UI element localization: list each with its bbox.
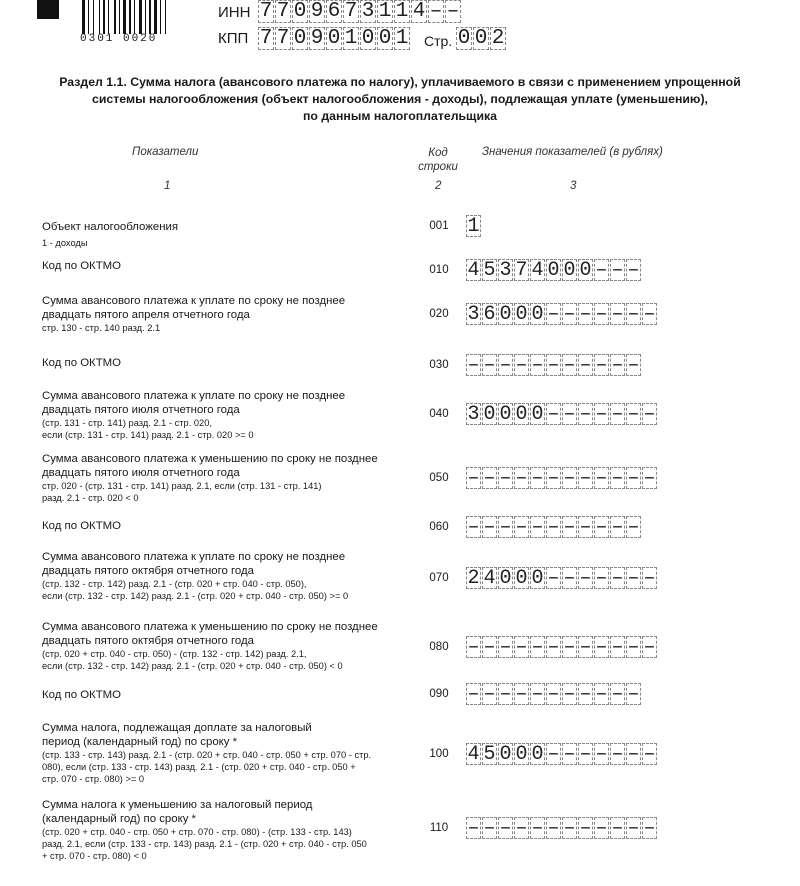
digit-cell[interactable]: –: [563, 817, 576, 840]
digit-cell[interactable]: 0: [499, 403, 512, 426]
row-formula-line: разд. 2.1, если (стр. 133 - стр. 143) разд. 2.1 - (стр. 020 + стр. 040 - стр. 050: [42, 839, 367, 849]
digit-cell[interactable]: –: [499, 817, 512, 840]
digit-cell[interactable]: –: [643, 467, 656, 490]
row-label-050: [42, 452, 422, 504]
digit-cell[interactable]: 9: [310, 27, 324, 50]
row-label-020: [42, 294, 422, 334]
value-cells-100[interactable]: [466, 743, 658, 765]
digit-cell[interactable]: –: [499, 636, 512, 659]
column-number-2: 2: [435, 180, 442, 192]
digit-cell[interactable]: –: [563, 567, 576, 590]
digit-cell[interactable]: –: [429, 0, 443, 23]
section-title: [40, 74, 760, 125]
digit-cell[interactable]: –: [547, 354, 560, 377]
row-formula-line: если (стр. 131 - стр. 141) разд. 2.1 - стр. 020 >= 0: [42, 430, 254, 440]
digit-cell[interactable]: –: [627, 303, 640, 326]
row-label-030: [42, 356, 422, 370]
value-cells-020[interactable]: [466, 303, 658, 325]
digit-cell[interactable]: –: [467, 817, 480, 840]
row-title-line: Сумма авансового платежа к уменьшению по сроку не позднее: [42, 621, 378, 633]
digit-cell[interactable]: –: [483, 354, 496, 377]
row-code-020: 020: [429, 308, 449, 320]
section-title-line-2: системы налогообложения (объект налогообложения - доходы), подлежащая уплате (уменьшению),: [92, 92, 708, 106]
row-code-070: 070: [429, 572, 449, 584]
digit-cell[interactable]: –: [595, 303, 608, 326]
column-header-code: [414, 146, 462, 174]
digit-cell[interactable]: –: [563, 743, 576, 766]
digit-cell[interactable]: –: [595, 516, 608, 539]
row-title-line: Код по ОКТМО: [42, 260, 122, 272]
digit-cell[interactable]: –: [595, 354, 608, 377]
digit-cell[interactable]: 0: [563, 259, 576, 282]
row-formula-line: 1 - доходы: [42, 238, 88, 248]
digit-cell[interactable]: –: [467, 683, 480, 706]
digit-cell[interactable]: 1: [378, 0, 392, 23]
barcode-bar: [103, 0, 105, 34]
barcode-bar: [132, 0, 133, 34]
digit-cell[interactable]: 3: [499, 259, 512, 282]
digit-cell[interactable]: –: [611, 403, 624, 426]
barcode-bar: [86, 0, 87, 34]
digit-cell[interactable]: 7: [259, 27, 273, 50]
digit-cell[interactable]: –: [643, 567, 656, 590]
digit-cell[interactable]: –: [499, 683, 512, 706]
digit-cell[interactable]: –: [483, 817, 496, 840]
digit-cell[interactable]: –: [611, 567, 624, 590]
digit-cell[interactable]: –: [627, 817, 640, 840]
digit-cell[interactable]: –: [563, 467, 576, 490]
digit-cell[interactable]: –: [547, 636, 560, 659]
barcode-bar: [152, 0, 153, 34]
digit-cell[interactable]: –: [515, 516, 528, 539]
digit-cell[interactable]: –: [515, 467, 528, 490]
digit-cell[interactable]: –: [483, 467, 496, 490]
digit-cell[interactable]: –: [611, 817, 624, 840]
row-title-line: Сумма авансового платежа к уплате по сроку не позднее: [42, 551, 346, 563]
digit-cell[interactable]: –: [547, 743, 560, 766]
digit-cell[interactable]: –: [595, 467, 608, 490]
digit-cell[interactable]: –: [595, 636, 608, 659]
digit-cell[interactable]: 3: [361, 0, 375, 23]
barcode-bar: [147, 0, 148, 34]
row-code-090: 090: [429, 688, 449, 700]
digit-cell[interactable]: –: [547, 467, 560, 490]
digit-cell[interactable]: –: [627, 259, 640, 282]
digit-cell[interactable]: –: [579, 636, 592, 659]
barcode-bar: [165, 0, 166, 34]
digit-cell[interactable]: –: [563, 354, 576, 377]
row-title-line: (календарный год) по сроку *: [42, 813, 196, 825]
inn-label: ИНН: [218, 4, 251, 21]
digit-cell[interactable]: –: [595, 817, 608, 840]
digit-cell[interactable]: 5: [483, 259, 496, 282]
digit-cell[interactable]: 1: [467, 215, 480, 238]
digit-cell[interactable]: –: [579, 403, 592, 426]
digit-cell[interactable]: –: [547, 817, 560, 840]
digit-cell[interactable]: –: [515, 354, 528, 377]
barcode-bar: [90, 0, 92, 34]
digit-cell[interactable]: –: [627, 567, 640, 590]
digit-cell[interactable]: –: [643, 743, 656, 766]
value-cells-040[interactable]: [466, 403, 658, 425]
digit-cell[interactable]: –: [627, 516, 640, 539]
value-cells-080[interactable]: [466, 636, 658, 658]
barcode-bar: [110, 0, 113, 34]
digit-cell[interactable]: –: [547, 403, 560, 426]
digit-cell[interactable]: –: [611, 683, 624, 706]
digit-cell[interactable]: 4: [467, 743, 480, 766]
digit-cell[interactable]: –: [547, 303, 560, 326]
row-title-line: Сумма авансового платежа к уплате по сроку не позднее: [42, 390, 346, 402]
page-cells[interactable]: [456, 27, 507, 50]
barcode-bar: [88, 0, 89, 34]
section-title-line-1: Раздел 1.1. Сумма налога (авансового платежа по налогу), уплачиваемого в связи с применением упрощенной: [59, 75, 741, 89]
digit-cell[interactable]: –: [547, 683, 560, 706]
row-title-line: Объект налогообложения: [42, 221, 179, 233]
digit-cell[interactable]: –: [579, 354, 592, 377]
digit-cell[interactable]: 3: [467, 303, 480, 326]
row-label-090: [42, 688, 422, 702]
digit-cell[interactable]: –: [627, 636, 640, 659]
row-code-010: 010: [429, 264, 449, 276]
digit-cell[interactable]: 0: [457, 27, 471, 50]
row-formula-line: разд. 2.1 - стр. 020 < 0: [42, 493, 139, 503]
digit-cell[interactable]: –: [547, 516, 560, 539]
row-code-080: 080: [429, 641, 449, 653]
row-code-060: 060: [429, 521, 449, 533]
digit-cell[interactable]: –: [531, 467, 544, 490]
row-label-110: [42, 798, 422, 862]
barcode-bar: [117, 0, 118, 34]
value-cells-110[interactable]: [466, 817, 658, 839]
digit-cell[interactable]: –: [483, 636, 496, 659]
digit-cell[interactable]: 0: [531, 403, 544, 426]
digit-cell[interactable]: 0: [483, 403, 496, 426]
digit-cell[interactable]: 0: [515, 403, 528, 426]
digit-cell[interactable]: 6: [483, 303, 496, 326]
digit-cell[interactable]: 7: [344, 0, 358, 23]
row-code-030: 030: [429, 359, 449, 371]
row-title-line: Сумма налога, подлежащая доплате за налоговый: [42, 722, 312, 734]
row-label-060: [42, 519, 422, 533]
digit-cell[interactable]: –: [563, 516, 576, 539]
barcode-bar: [143, 0, 144, 34]
digit-cell[interactable]: –: [531, 354, 544, 377]
digit-cell[interactable]: –: [446, 0, 460, 23]
digit-cell[interactable]: 4: [483, 567, 496, 590]
digit-cell[interactable]: –: [579, 516, 592, 539]
barcode-bar: [108, 0, 109, 34]
barcode-bar: [136, 0, 138, 34]
digit-cell[interactable]: –: [467, 516, 480, 539]
barcode-bar: [145, 0, 146, 34]
row-formula-line: если (стр. 132 - стр. 142) разд. 2.1 - (стр. 020 + стр. 040 - стр. 050) >= 0: [42, 591, 349, 601]
digit-cell[interactable]: –: [499, 516, 512, 539]
digit-cell[interactable]: –: [563, 636, 576, 659]
digit-cell[interactable]: 7: [276, 27, 290, 50]
digit-cell[interactable]: –: [611, 516, 624, 539]
digit-cell[interactable]: –: [643, 403, 656, 426]
barcode-bar: [101, 0, 102, 34]
column-header-code-line-1: Код: [428, 147, 448, 159]
digit-cell[interactable]: –: [563, 683, 576, 706]
digit-cell[interactable]: 7: [259, 0, 273, 23]
digit-cell[interactable]: –: [627, 354, 640, 377]
row-formula-line: стр. 070 - стр. 080) >= 0: [42, 774, 145, 784]
digit-cell[interactable]: –: [627, 467, 640, 490]
digit-cell[interactable]: –: [467, 467, 480, 490]
value-cells-070[interactable]: [466, 567, 658, 589]
row-title-line: период (календарный год) по сроку *: [42, 736, 238, 748]
digit-cell[interactable]: 5: [483, 743, 496, 766]
digit-cell[interactable]: –: [579, 467, 592, 490]
row-formula-line: (стр. 020 + стр. 040 - стр. 050) - (стр. 132 - стр. 142) разд. 2.1,: [42, 649, 307, 659]
barcode-bar: [123, 0, 126, 34]
column-header-code-line-2: строки: [418, 161, 458, 173]
row-formula-line: если (стр. 132 - стр. 142) разд. 2.1 - (стр. 020 + стр. 040 - стр. 050) < 0: [42, 661, 343, 671]
row-code-050: 050: [429, 472, 449, 484]
digit-cell[interactable]: 0: [361, 27, 375, 50]
row-formula-line: стр. 130 - стр. 140 разд. 2.1: [42, 323, 161, 333]
digit-cell[interactable]: 0: [293, 0, 307, 23]
digit-cell[interactable]: 0: [499, 303, 512, 326]
value-cells-030[interactable]: [466, 354, 642, 376]
column-header-values: Значения показателей (в рублях): [482, 146, 663, 158]
digit-cell[interactable]: 6: [327, 0, 341, 23]
digit-cell[interactable]: –: [579, 683, 592, 706]
row-title-line: Сумма авансового платежа к уменьшению по сроку не позднее: [42, 453, 378, 465]
digit-cell[interactable]: –: [499, 354, 512, 377]
column-header-indicators: Показатели: [132, 146, 199, 158]
digit-cell[interactable]: 1: [395, 27, 409, 50]
row-title-line: двадцать пятого апреля отчетного года: [42, 309, 250, 321]
barcode-bar: [121, 0, 122, 34]
section-title-line-3: по данным налогоплательщика: [302, 109, 497, 123]
digit-cell[interactable]: –: [627, 403, 640, 426]
barcode-bar: [106, 0, 107, 34]
row-title-line: двадцать пятого июля отчетного года: [42, 467, 240, 479]
digit-cell[interactable]: 0: [547, 259, 560, 282]
digit-cell[interactable]: 0: [499, 743, 512, 766]
digit-cell[interactable]: –: [611, 743, 624, 766]
row-title-line: Код по ОКТМО: [42, 520, 122, 532]
digit-cell[interactable]: 0: [531, 567, 544, 590]
barcode-bar: [93, 0, 94, 34]
digit-cell[interactable]: 9: [310, 0, 324, 23]
row-formula-line: (стр. 132 - стр. 142) разд. 2.1 - (стр. 020 + стр. 040 - стр. 050),: [42, 579, 307, 589]
value-cells-060[interactable]: [466, 516, 642, 538]
digit-cell[interactable]: –: [595, 743, 608, 766]
digit-cell[interactable]: 1: [395, 0, 409, 23]
barcode-bar: [95, 0, 98, 34]
digit-cell[interactable]: 4: [531, 259, 544, 282]
barcode-bar: [149, 0, 151, 34]
digit-cell[interactable]: –: [643, 636, 656, 659]
digit-cell[interactable]: 0: [515, 303, 528, 326]
row-title-line: Код по ОКТМО: [42, 689, 122, 701]
digit-cell[interactable]: –: [483, 683, 496, 706]
digit-cell[interactable]: 0: [531, 743, 544, 766]
barcode-bar: [82, 0, 85, 34]
digit-cell[interactable]: –: [531, 636, 544, 659]
digit-cell[interactable]: –: [643, 817, 656, 840]
column-number-1: 1: [164, 180, 171, 192]
digit-cell[interactable]: –: [499, 467, 512, 490]
digit-cell[interactable]: –: [515, 683, 528, 706]
digit-cell[interactable]: –: [483, 516, 496, 539]
digit-cell[interactable]: –: [611, 259, 624, 282]
barcode-bar: [154, 0, 157, 34]
digit-cell[interactable]: –: [563, 303, 576, 326]
digit-cell[interactable]: –: [467, 636, 480, 659]
row-formula-line: стр. 020 - (стр. 131 - стр. 141) разд. 2.1, если (стр. 131 - стр. 141): [42, 481, 322, 491]
row-formula-line: (стр. 131 - стр. 141) разд. 2.1 - стр. 020,: [42, 418, 212, 428]
row-label-010: [42, 259, 422, 273]
value-cells-001[interactable]: [466, 215, 482, 237]
row-label-070: [42, 550, 422, 602]
digit-cell[interactable]: 0: [378, 27, 392, 50]
digit-cell[interactable]: –: [515, 636, 528, 659]
barcode-bar: [114, 0, 116, 34]
row-label-001: [42, 220, 422, 249]
row-label-100: [42, 721, 422, 785]
digit-cell[interactable]: –: [595, 567, 608, 590]
digit-cell[interactable]: 2: [491, 27, 505, 50]
digit-cell[interactable]: 4: [412, 0, 426, 23]
digit-cell[interactable]: –: [595, 259, 608, 282]
digit-cell[interactable]: –: [531, 817, 544, 840]
barcode-bar: [167, 0, 168, 34]
barcode-bar: [158, 0, 159, 34]
row-title-line: Код по ОКТМО: [42, 357, 122, 369]
row-title-line: двадцать пятого октября отчетного года: [42, 565, 254, 577]
digit-cell[interactable]: 0: [293, 27, 307, 50]
digit-cell[interactable]: 0: [499, 567, 512, 590]
digit-cell[interactable]: 1: [344, 27, 358, 50]
row-label-040: [42, 389, 422, 441]
row-formula-line: + стр. 070 - стр. 080) < 0: [42, 851, 147, 861]
digit-cell[interactable]: 0: [515, 567, 528, 590]
digit-cell[interactable]: –: [611, 303, 624, 326]
digit-cell[interactable]: 4: [467, 259, 480, 282]
value-cells-050[interactable]: [466, 467, 658, 489]
row-code-001: 001: [429, 220, 449, 232]
row-code-040: 040: [429, 408, 449, 420]
row-title-line: Сумма авансового платежа к уплате по сроку не позднее: [42, 295, 346, 307]
digit-cell[interactable]: –: [563, 403, 576, 426]
barcode-bar: [127, 0, 128, 34]
barcode-bar: [160, 0, 161, 34]
barcode-bar: [99, 0, 100, 34]
barcode-bar: [134, 0, 135, 34]
digit-cell[interactable]: –: [531, 683, 544, 706]
row-title-line: двадцать пятого июля отчетного года: [42, 404, 240, 416]
digit-cell[interactable]: –: [467, 354, 480, 377]
digit-cell[interactable]: 2: [467, 567, 480, 590]
digit-cell[interactable]: –: [643, 303, 656, 326]
row-formula-line: (стр. 133 - стр. 143) разд. 2.1 - (стр. 020 + стр. 040 - стр. 050 + стр. 070 - стр.: [42, 750, 372, 760]
row-code-110: 110: [429, 822, 449, 834]
digit-cell[interactable]: –: [579, 303, 592, 326]
digit-cell[interactable]: –: [595, 403, 608, 426]
digit-cell[interactable]: –: [515, 817, 528, 840]
digit-cell[interactable]: 7: [515, 259, 528, 282]
digit-cell[interactable]: –: [611, 636, 624, 659]
digit-cell[interactable]: 0: [531, 303, 544, 326]
value-cells-010[interactable]: [466, 259, 642, 281]
digit-cell[interactable]: –: [579, 817, 592, 840]
digit-cell[interactable]: –: [627, 743, 640, 766]
digit-cell[interactable]: 0: [327, 27, 341, 50]
digit-cell[interactable]: 7: [276, 0, 290, 23]
barcode: [82, 0, 178, 34]
digit-cell[interactable]: 0: [515, 743, 528, 766]
digit-cell[interactable]: 0: [474, 27, 488, 50]
barcode-bar: [139, 0, 142, 34]
barcode-bar: [119, 0, 120, 34]
row-label-080: [42, 620, 422, 672]
row-formula-line: (стр. 020 + стр. 040 - стр. 050 + стр. 070 - стр. 080) - (стр. 133 - стр. 143): [42, 827, 352, 837]
value-cells-090[interactable]: [466, 683, 642, 705]
kpp-cells[interactable]: [258, 27, 411, 50]
barcode-bar: [129, 0, 131, 34]
kpp-label: КПП: [218, 30, 249, 47]
corner-mark-left: [37, 0, 59, 19]
page-label: Стр.: [424, 33, 453, 49]
inn-cells[interactable]: [258, 0, 462, 23]
digit-cell[interactable]: –: [611, 354, 624, 377]
digit-cell[interactable]: –: [627, 683, 640, 706]
row-title-line: Сумма налога к уменьшению за налоговый период: [42, 799, 313, 811]
digit-cell[interactable]: –: [579, 567, 592, 590]
digit-cell[interactable]: 0: [579, 259, 592, 282]
row-title-line: двадцать пятого октября отчетного года: [42, 635, 254, 647]
digit-cell[interactable]: –: [595, 683, 608, 706]
digit-cell[interactable]: 3: [467, 403, 480, 426]
column-number-3: 3: [570, 180, 577, 192]
barcode-number: 0301 0020: [80, 33, 158, 45]
digit-cell[interactable]: –: [579, 743, 592, 766]
row-code-100: 100: [429, 748, 449, 760]
digit-cell[interactable]: –: [531, 516, 544, 539]
row-formula-line: 080), если (стр. 133 - стр. 143) разд. 2.1 - (стр. 020 + стр. 040 - стр. 050 +: [42, 762, 356, 772]
digit-cell[interactable]: –: [547, 567, 560, 590]
barcode-bar: [162, 0, 164, 34]
digit-cell[interactable]: –: [611, 467, 624, 490]
